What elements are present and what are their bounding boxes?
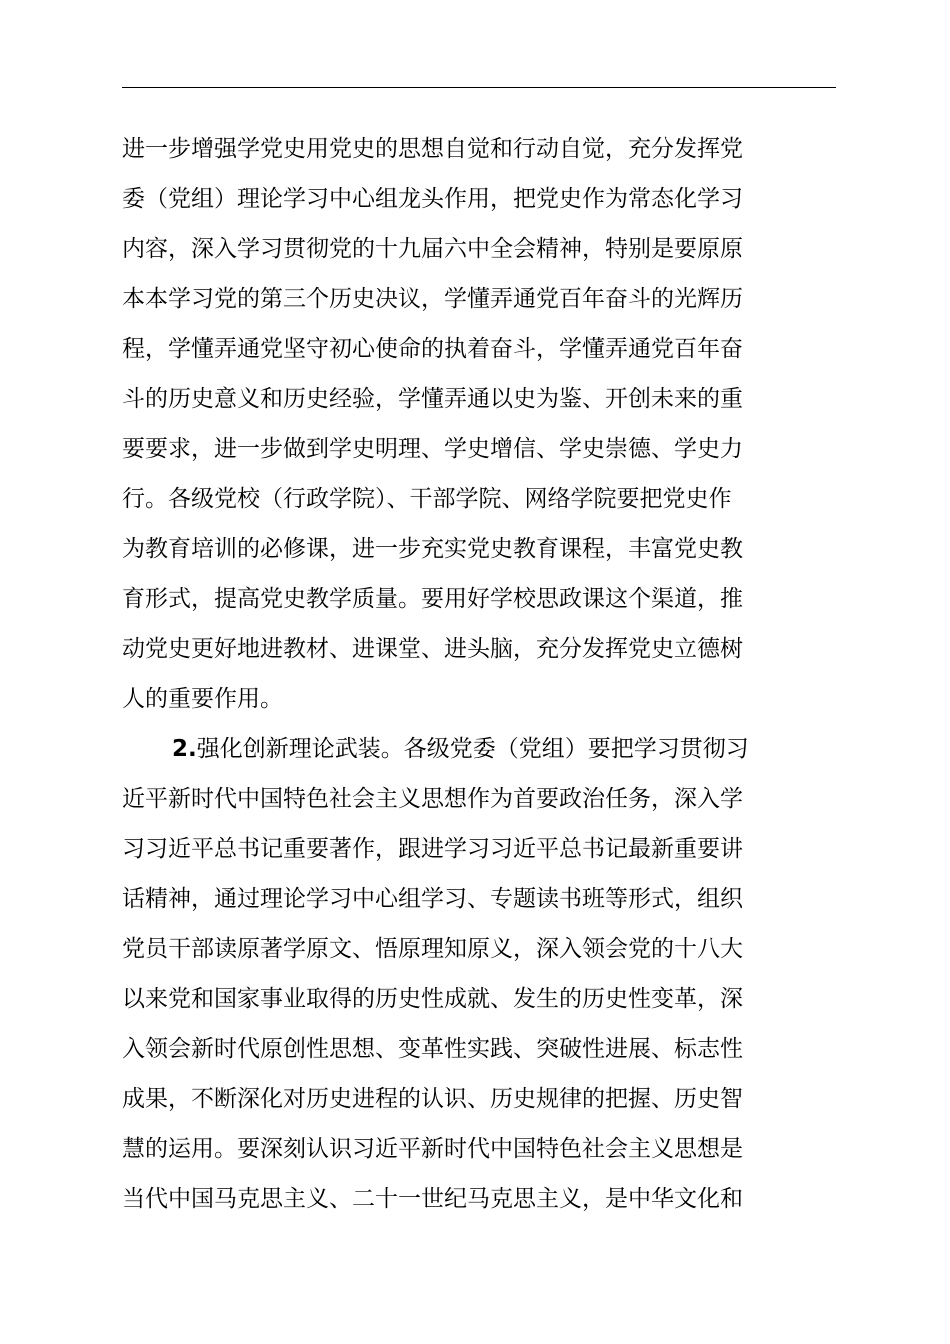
- paragraph-line: 以来党和国家事业取得的历史性成就、发生的历史性变革，深: [122, 986, 743, 1012]
- paragraph-line: 慧的运用。要深刻认识习近平新时代中国特色社会主义思想是: [122, 1136, 743, 1162]
- paragraph-line: 动党史更好地进教材、进课堂、进头脑，充分发挥党史立德树: [122, 636, 743, 662]
- paragraph-line: 行。各级党校（行政学院）、干部学院、网络学院要把党史作: [122, 486, 732, 512]
- document-body: [122, 124, 842, 1224]
- paragraph-line: 话精神，通过理论学习中心组学习、专题读书班等形式，组织: [122, 886, 743, 912]
- paragraph-line: 进一步增强学党史用党史的思想自觉和行动自觉，充分发挥党: [122, 136, 743, 162]
- paragraph-line: 要要求，进一步做到学史明理、学史增信、学史崇德、学史力: [122, 436, 743, 462]
- paragraph-line: 斗的历史意义和历史经验，学懂弄通以史为鉴、开创未来的重: [122, 386, 743, 412]
- item-number: 2.: [172, 736, 197, 762]
- paragraph-line: 成果，不断深化对历史进程的认识、历史规律的把握、历史智: [122, 1086, 743, 1112]
- paragraph-line: 党员干部读原著学原文、悟原理知原义，深入领会党的十八大: [122, 936, 743, 962]
- paragraph-line: 委（党组）理论学习中心组龙头作用，把党史作为常态化学习: [122, 186, 743, 212]
- paragraph-line: 本本学习党的第三个历史决议，学懂弄通党百年奋斗的光辉历: [122, 286, 743, 312]
- paragraph-line: 人的重要作用。: [122, 686, 283, 712]
- paragraph-line: 习习近平总书记重要著作，跟进学习习近平总书记最新重要讲: [122, 836, 743, 862]
- paragraph-line: 育形式，提高党史教学质量。要用好学校思政课这个渠道，推: [122, 586, 743, 612]
- paragraph-line: 入领会新时代原创性思想、变革性实践、突破性进展、标志性: [122, 1036, 743, 1062]
- paragraph-line: 为教育培训的必修课，进一步充实党史教育课程，丰富党史教: [122, 536, 743, 562]
- item-2-heading-line: [122, 724, 842, 774]
- paragraph-line: 内容，深入学习贯彻党的十九届六中全会精神，特别是要原原: [122, 236, 743, 262]
- paragraph-line: 程，学懂弄通党坚守初心使命的执着奋斗，学懂弄通党百年奋: [122, 336, 743, 362]
- header-rule: [122, 87, 836, 88]
- item-2-first-line: 强化创新理论武装。各级党委（党组）要把学习贯彻习: [196, 736, 749, 762]
- paragraph-line: 近平新时代中国特色社会主义思想作为首要政治任务，深入学: [122, 786, 743, 812]
- paragraph-line: 当代中国马克思主义、二十一世纪马克思主义，是中华文化和: [122, 1186, 743, 1212]
